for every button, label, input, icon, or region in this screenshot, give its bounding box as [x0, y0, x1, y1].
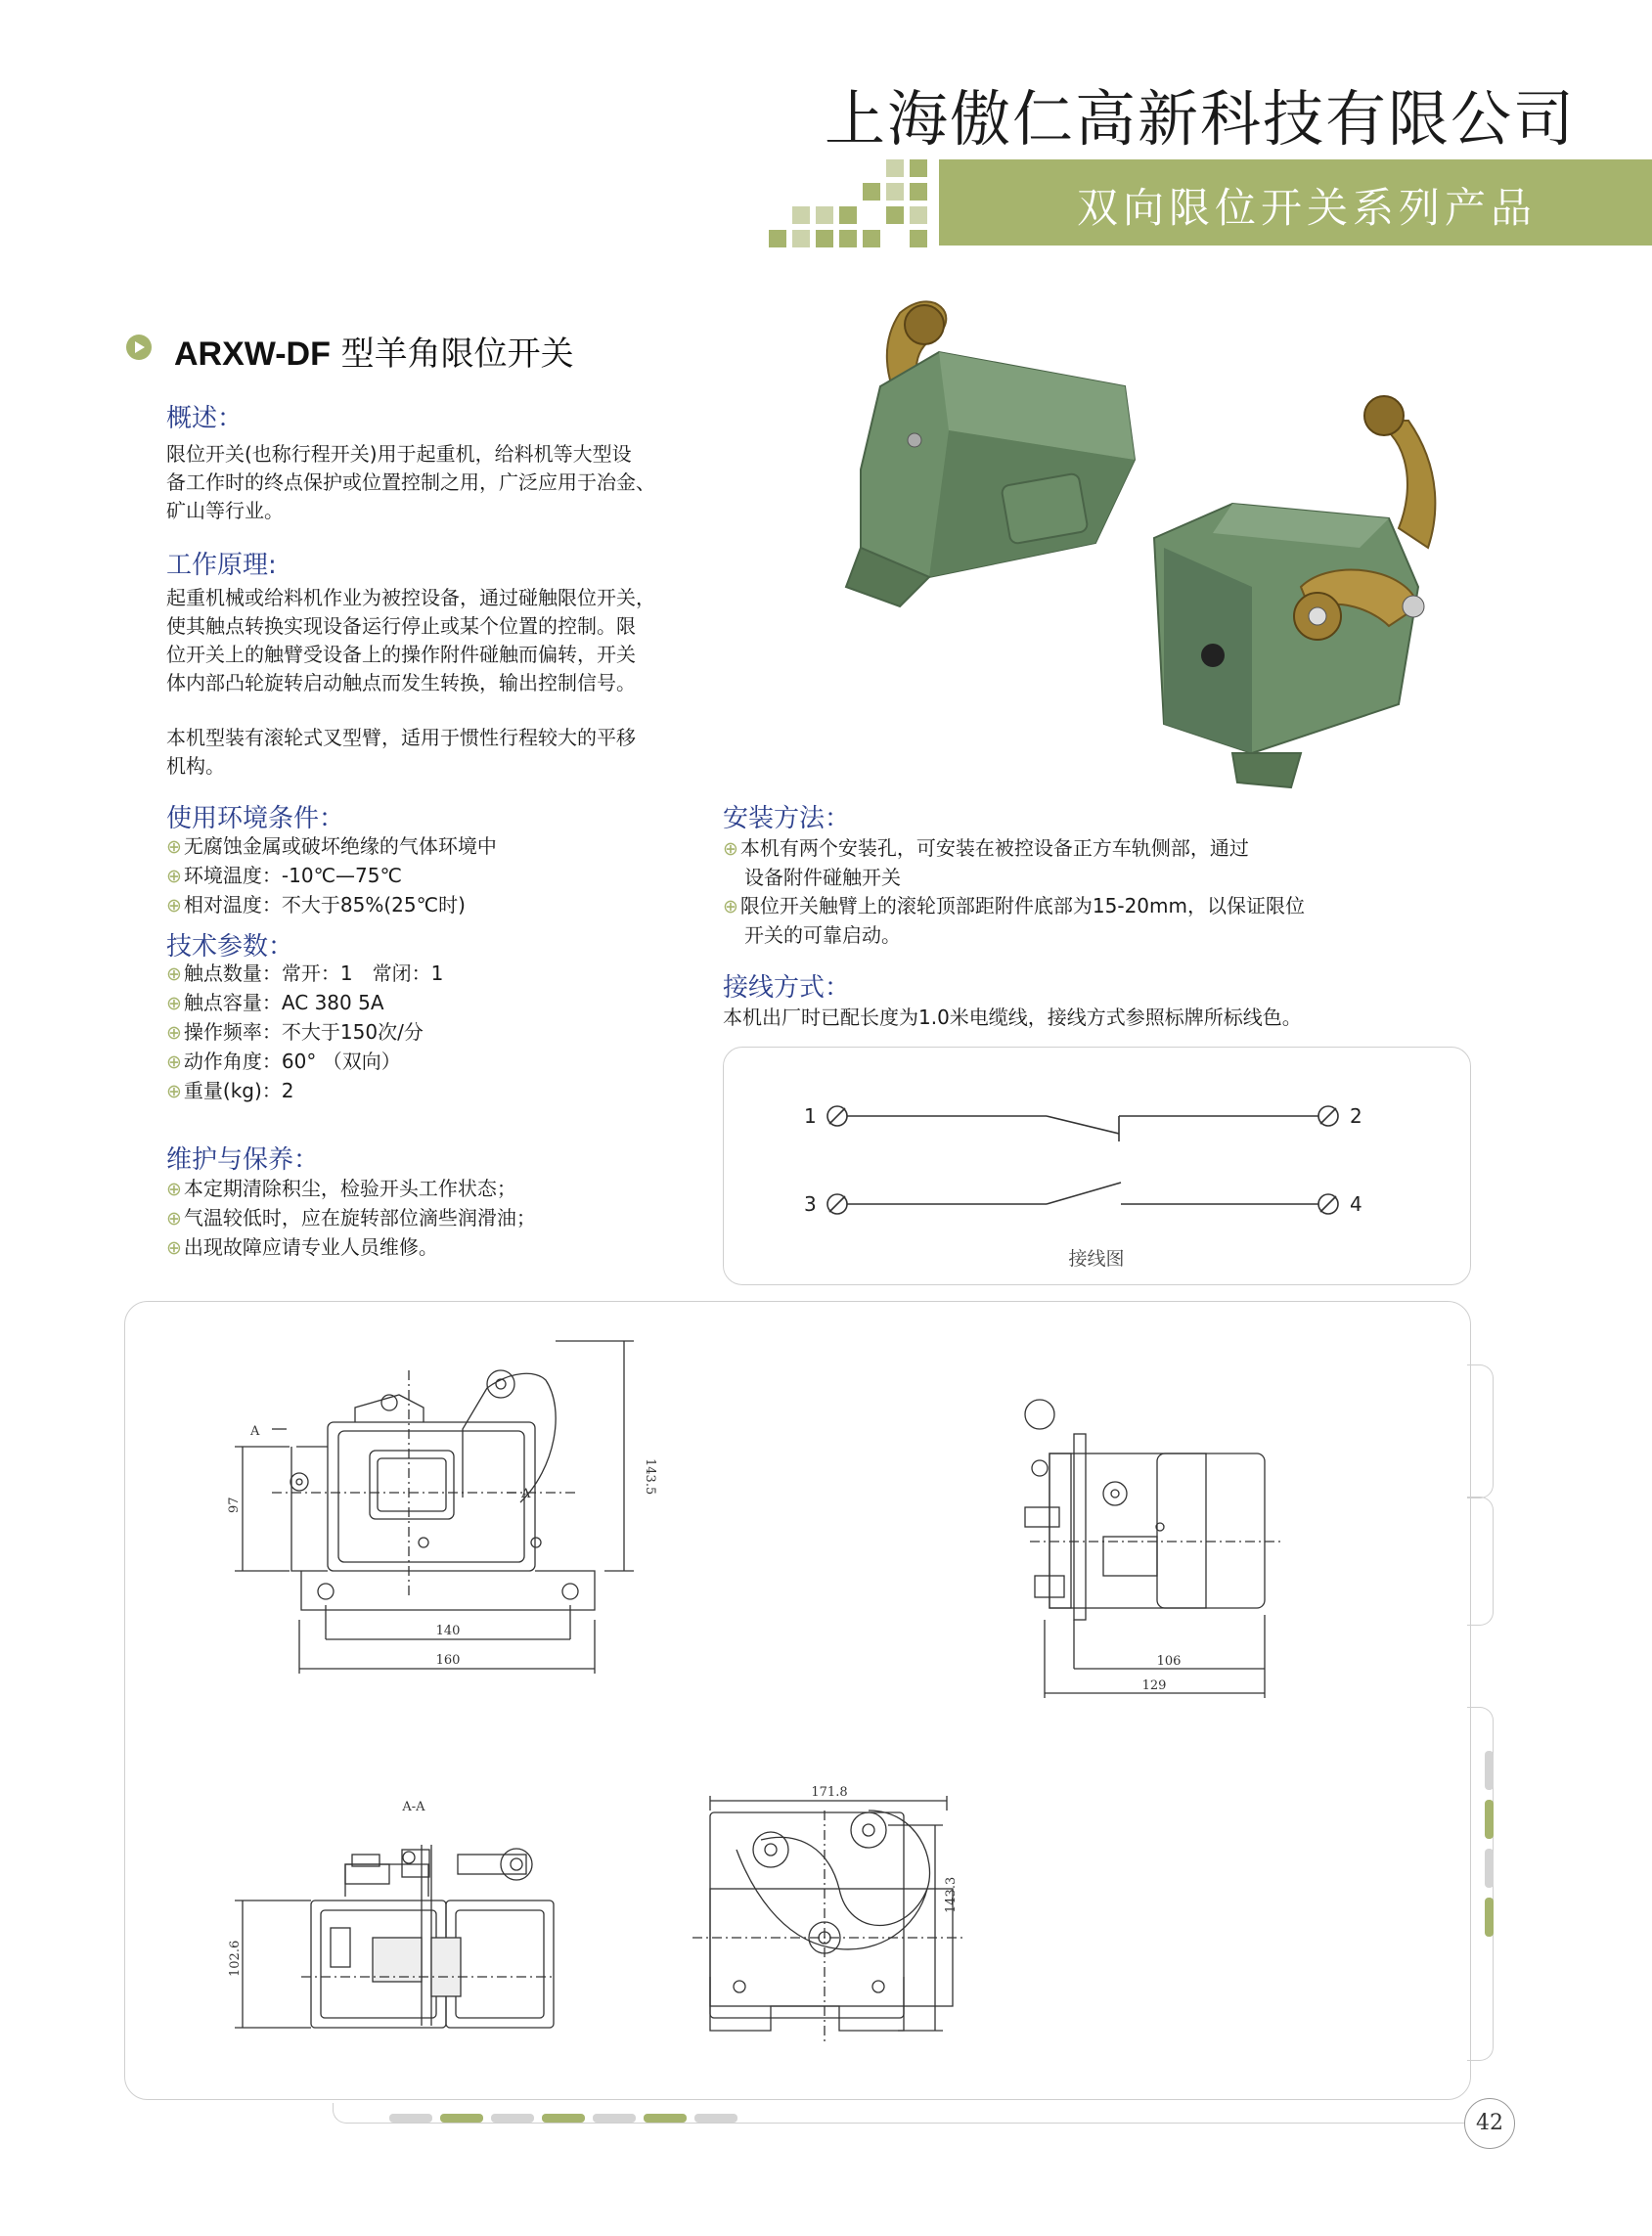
side-marker — [1485, 1898, 1494, 1937]
product-title — [174, 327, 574, 375]
section-mark-left: A — [250, 1424, 260, 1439]
overview-text: 限位开关(也称行程开关)用于起重机，给料机等大型设 备工作时的终点保护或位置控制之用，广泛应用于冶金、 矿山等行业。 — [166, 442, 655, 522]
wiring-diagram — [723, 1047, 1471, 1285]
product-name: 型羊角限位开关 — [330, 335, 574, 374]
list-item: ⊕ 出现故障应请专业人员维修。 — [166, 1235, 438, 1259]
side-marker — [1485, 1800, 1494, 1839]
specs-heading: 技术参数： — [166, 932, 294, 961]
technical-drawing-panel — [124, 1301, 1471, 2100]
dim-label: 97 — [227, 1497, 242, 1513]
side-marker — [1485, 1849, 1494, 1888]
wiring-caption: 接线图 — [1068, 1248, 1125, 1270]
list-item-cont: 设备附件碰触开关 — [744, 866, 901, 889]
environment-heading: 使用环境条件： — [166, 804, 345, 833]
list-item: ⊕ 动作角度：60° （双向） — [166, 1050, 401, 1073]
install-list — [723, 834, 1305, 950]
list-item: ⊕ 触点数量：常开：1 常闭：1 — [166, 961, 444, 985]
switch-unit-2-icon — [1154, 396, 1435, 787]
list-item: ⊕ 本机有两个安装孔，可安装在被控设备正方车轨侧部，通过 — [723, 836, 1249, 860]
install-heading: 安装方法： — [723, 804, 851, 833]
dim-label: 129 — [1141, 1678, 1167, 1693]
terminal-label: 2 — [1350, 1104, 1362, 1128]
side-view — [1025, 1400, 1284, 1698]
switch-unit-1-icon — [846, 301, 1135, 606]
section-view — [235, 1845, 556, 2028]
principle-extra: 本机型装有滚轮式叉型臂，适用于惯性行程较大的平移 机构。 — [166, 726, 636, 778]
environment-list — [166, 832, 497, 920]
principle-text: 起重机械或给料机作业为被控设备，通过碰触限位开关， 使其触点转换实现设备运行停止或某个位置的控制。限 位开关上的触臂受设备上的操作附件碰触而偏转，开关 体内部凸轮旋转启动触点而发生转换，输出控制信号。 — [166, 586, 655, 694]
side-tab — [1467, 1497, 1494, 1626]
terminal-label: 3 — [804, 1192, 817, 1216]
overview-heading: 概述： — [166, 404, 244, 433]
technical-drawing-svg — [125, 1302, 1470, 2099]
dim-label: 143.3 — [944, 1876, 959, 1913]
specs-list — [166, 960, 443, 1106]
list-item: ⊕ 重量(kg)：2 — [166, 1079, 294, 1102]
principle-heading: 工作原理: — [166, 551, 277, 580]
product-code: ARXW-DF — [174, 335, 331, 373]
product-photo — [841, 293, 1477, 802]
maintenance-heading: 维护与保养： — [166, 1145, 320, 1175]
list-item: ⊕ 触点容量：AC 380 5A — [166, 991, 384, 1014]
list-item: ⊕ 环境温度：-10℃—75℃ — [166, 864, 402, 887]
company-name: 上海傲仁高新科技有限公司 — [824, 83, 1576, 155]
dim-label: 140 — [435, 1624, 461, 1638]
list-item: ⊕ 气温较低时，应在旋转部位滴些润滑油； — [166, 1206, 536, 1230]
section-title: A-A — [402, 1800, 425, 1814]
terminal-label: 1 — [804, 1104, 817, 1128]
front-view — [235, 1341, 634, 1674]
maintenance-list — [166, 1175, 536, 1263]
list-item: ⊕ 相对温度：不大于85%(25℃时) — [166, 893, 466, 917]
terminal-label: 4 — [1350, 1192, 1362, 1216]
side-tab — [1467, 1364, 1494, 1498]
dim-label: 143.5 — [643, 1458, 657, 1496]
series-title: 双向限位开关系列产品 — [1076, 184, 1537, 232]
wiring-svg — [724, 1048, 1470, 1284]
wiring-text: 本机出厂时已配长度为1.0米电缆线，接线方式参照标牌所标线色。 — [723, 1006, 1302, 1029]
list-item: ⊕ 限位开关触臂上的滚轮顶部距附件底部为15-20mm，以保证限位 — [723, 894, 1306, 917]
wiring-heading: 接线方式： — [723, 973, 851, 1003]
play-icon — [135, 341, 145, 353]
list-item-cont: 开关的可靠启动。 — [744, 923, 901, 947]
section-mark-right: A — [521, 1487, 531, 1501]
dim-label: 102.6 — [228, 1940, 243, 1977]
dim-label: 106 — [1156, 1654, 1182, 1669]
list-item: ⊕ 无腐蚀金属或破坏绝缘的气体环境中 — [166, 834, 497, 858]
dim-label: 160 — [435, 1653, 461, 1668]
list-item: ⊕ 操作频率：不大于150次/分 — [166, 1020, 424, 1044]
back-view — [692, 1796, 966, 2045]
side-marker — [1485, 1751, 1494, 1790]
dim-label: 171.8 — [811, 1785, 848, 1800]
list-item: ⊕ 本定期清除积尘，检验开头工作状态； — [166, 1177, 516, 1200]
page-number: 42 — [1464, 2098, 1515, 2149]
